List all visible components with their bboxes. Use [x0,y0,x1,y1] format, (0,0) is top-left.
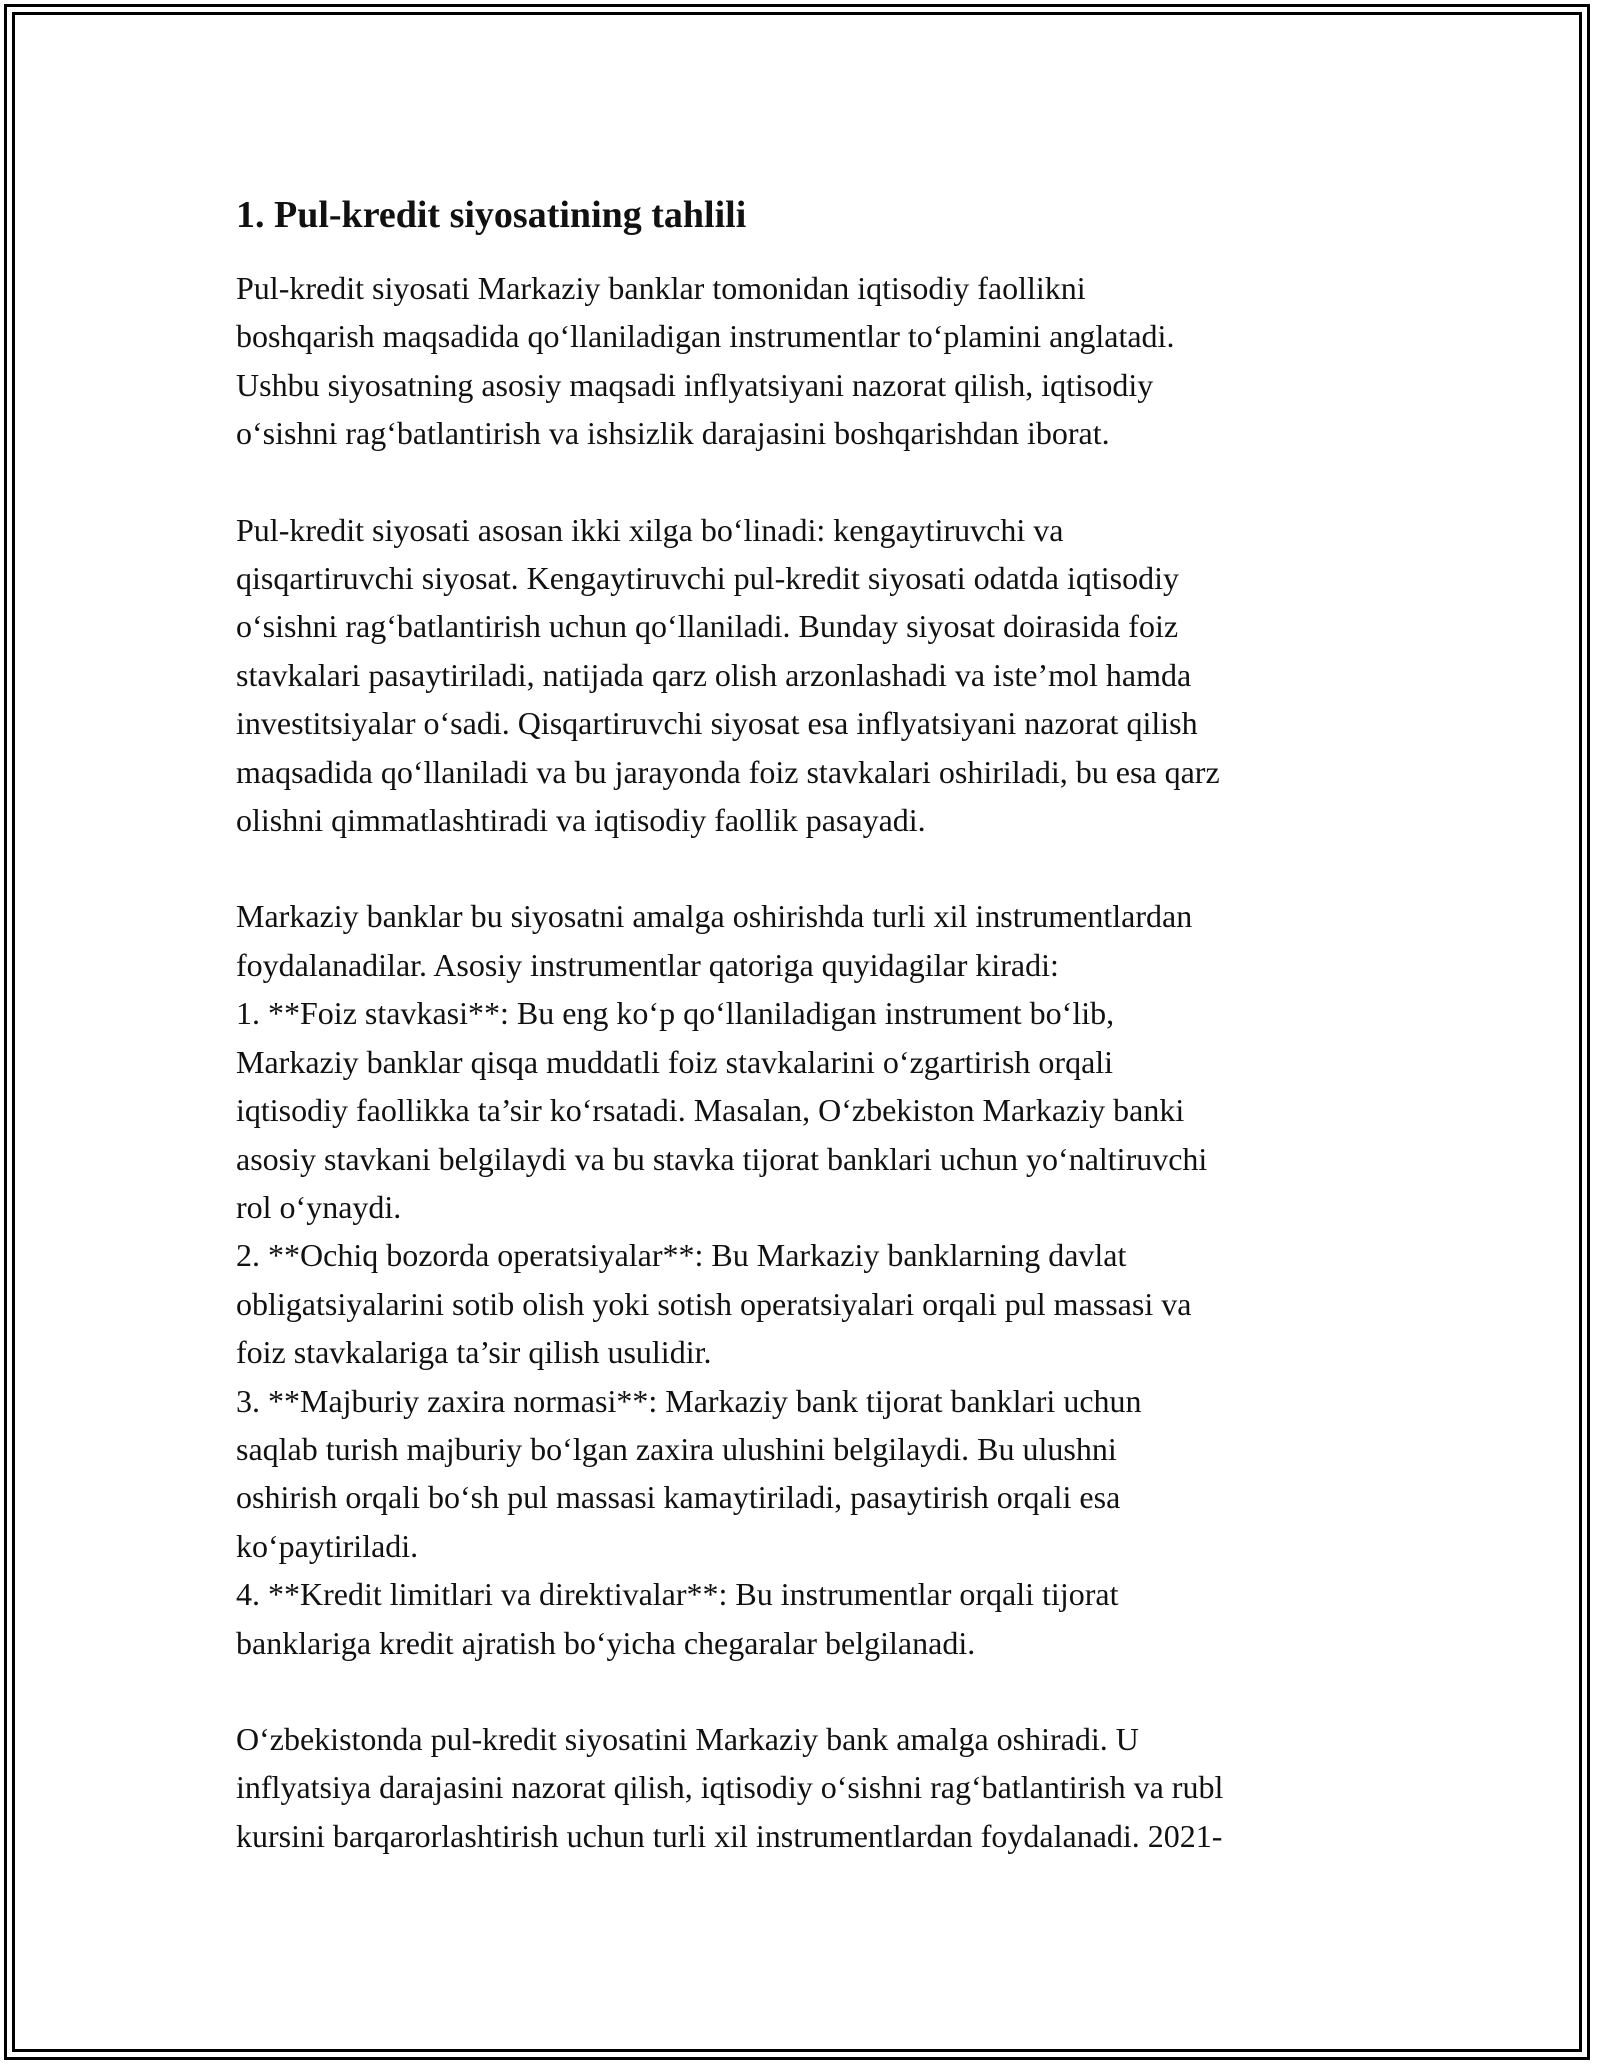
text-line: maqsadida qo‘llaniladi va bu jarayonda foiz stavkalari oshiriladi, bu esa qarz [236,753,1220,790]
list-item-line: 3. **Majburiy zaxira normasi**: Markaziy bank tijorat banklari uchun [236,1382,1142,1419]
list-item-line: rol o‘ynaydi. [236,1188,402,1225]
document-body [236,186,1386,1908]
paragraph-uzbekistan [236,1715,1386,1860]
paragraph-policy-types [236,506,1386,845]
text-line: Pul-kredit siyosati asosan ikki xilga bo‘linadi: kengaytiruvchi va [236,511,1064,548]
text-line: stavkalari pasaytiriladi, natijada qarz olish arzonlashadi va iste’mol hamda [236,656,1192,693]
paragraph-instruments [236,892,1386,1667]
list-item-line: banklariga kredit ajratish bo‘yicha chegaralar belgilanadi. [236,1624,976,1661]
text-line: o‘sishni rag‘batlantirish va ishsizlik darajasini boshqarishdan iborat. [236,415,1110,452]
list-item-line: iqtisodiy faollikka ta’sir ko‘rsatadi. Masalan, O‘zbekiston Markaziy banki [236,1092,1185,1129]
text-line: Pul-kredit siyosati Markaziy banklar tomonidan iqtisodiy faollikni [236,270,1086,306]
list-item-line: oshirish orqali bo‘sh pul massasi kamaytiriladi, pasaytirish orqali esa [236,1479,1121,1516]
list-item-line: 2. **Ochiq bozorda operatsiyalar**: Bu Markaziy banklarning davlat [236,1237,1127,1274]
text-line: inflyatsiya darajasini nazorat qilish, iqtisodiy o‘sishni rag‘batlantirish va rubl [236,1769,1224,1806]
text-line: o‘sishni rag‘batlantirish uchun qo‘llaniladi. Bunday siyosat doirasida foiz [236,608,1179,645]
list-item-line: 4. **Kredit limitlari va direktivalar**: Bu instrumentlar orqali tijorat [236,1576,1119,1613]
text-line: olishni qimmatlashtiradi va iqtisodiy faollik pasayadi. [236,802,926,839]
list-item-line: Markaziy banklar qisqa muddatli foiz stavkalarini o‘zgartirish orqali [236,1043,1114,1080]
paragraph-definition [236,264,1386,458]
list-item-line: ko‘paytiriladi. [236,1527,419,1564]
list-item-line: saqlab turish majburiy bo‘lgan zaxira ulushini belgilaydi. Bu ulushni [236,1430,1117,1467]
list-item-line: asosiy stavkani belgilaydi va bu stavka tijorat banklari uchun yo‘naltiruvchi [236,1140,1208,1177]
list-item-line: foiz stavkalariga ta’sir qilish usulidir. [236,1334,712,1371]
section-heading: 1. Pul-kredit siyosatining tahlili [236,194,747,236]
text-line: Markaziy banklar bu siyosatni amalga oshirishda turli xil instrumentlardan [236,898,1193,935]
text-line: O‘zbekistonda pul-kredit siyosatini Markaziy bank amalga oshiradi. U [236,1720,1139,1757]
text-line: foydalanadilar. Asosiy instrumentlar qatoriga quyidagilar kiradi: [236,946,1059,983]
text-line: qisqartiruvchi siyosat. Kengaytiruvchi pul-kredit siyosati odatda iqtisodiy [236,560,1179,597]
text-line: Ushbu siyosatning asosiy maqsadi inflyatsiyani nazorat qilish, iqtisodiy [236,366,1154,403]
list-item-line: obligatsiyalarini sotib olish yoki sotish operatsiyalari orqali pul massasi va [236,1285,1192,1322]
text-line: boshqarish maqsadida qo‘llaniladigan instrumentlar to‘plamini anglatadi. [236,318,1175,355]
list-item-line: 1. **Foiz stavkasi**: Bu eng ko‘p qo‘llaniladigan instrument bo‘lib, [236,995,1115,1032]
text-line: investitsiyalar o‘sadi. Qisqartiruvchi siyosat esa inflyatsiyani nazorat qilish [236,705,1198,742]
text-line: kursini barqarorlashtirish uchun turli xil instrumentlardan foydalanadi. 2021- [236,1817,1223,1854]
